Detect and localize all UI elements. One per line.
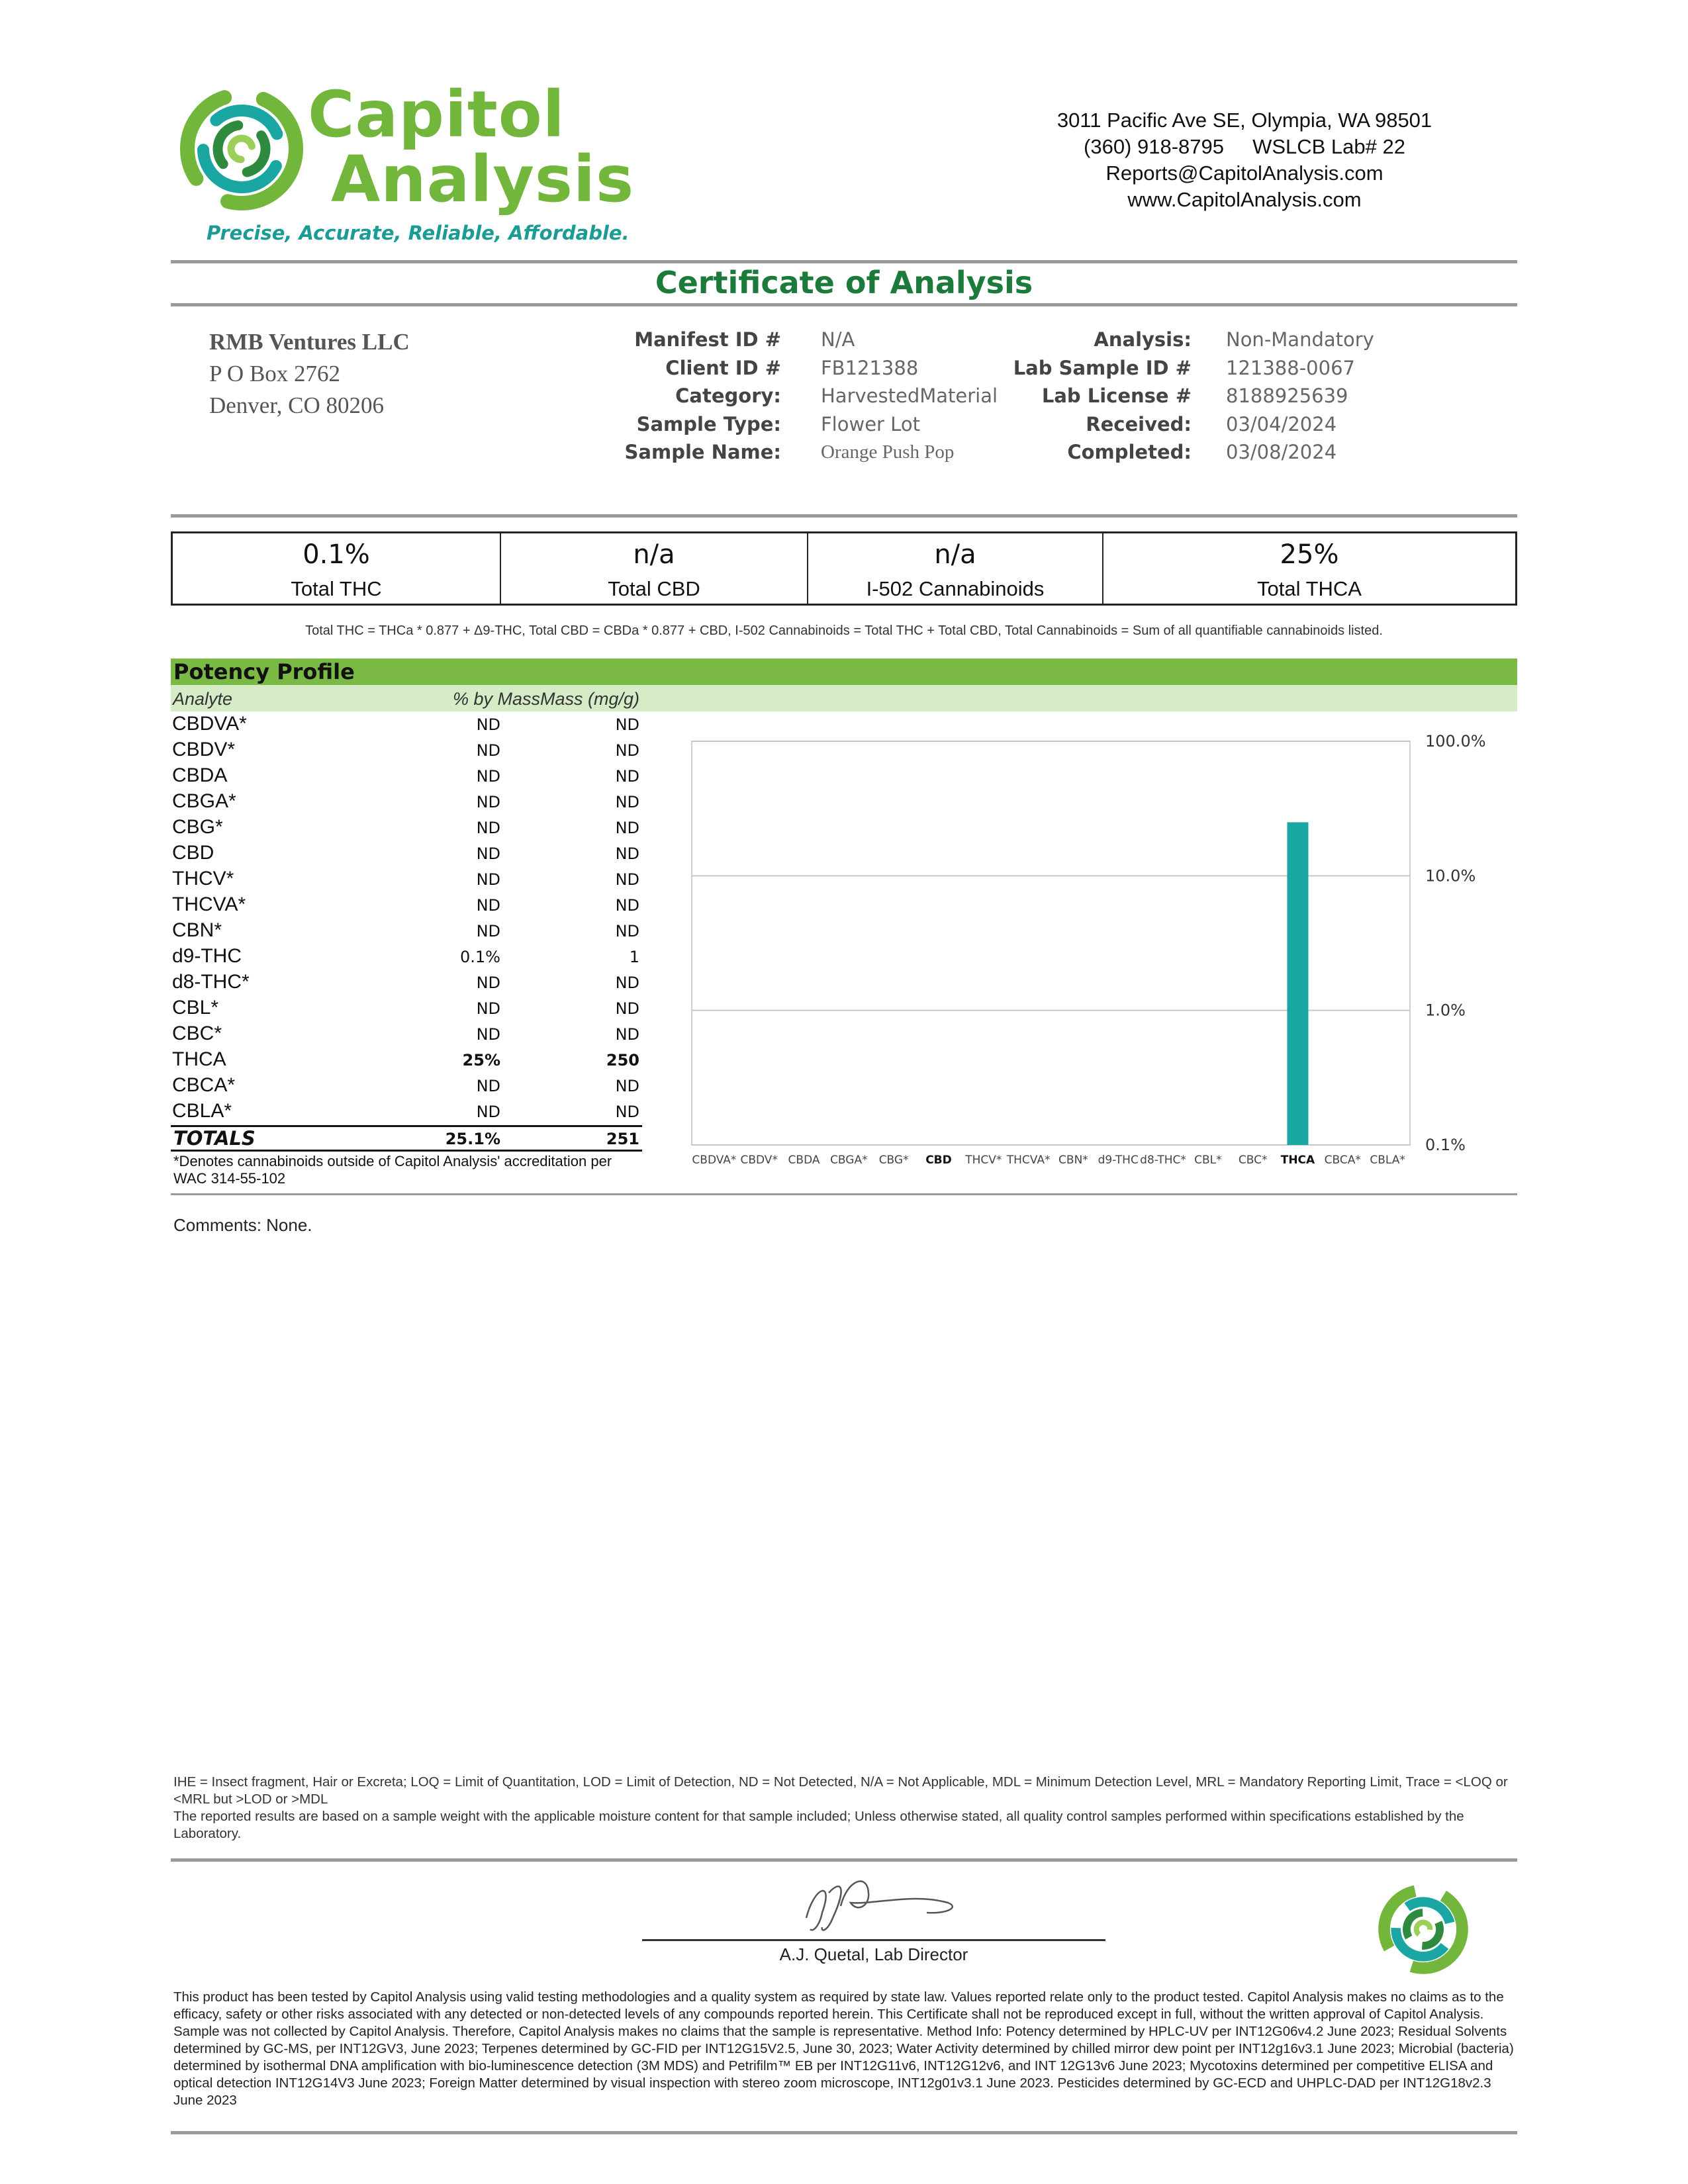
client-id-label: Client ID # xyxy=(665,356,781,379)
percent-by-mass: 25% xyxy=(462,1051,500,1069)
x-tick-label: CBDV* xyxy=(740,1154,778,1167)
summary-value: 25% xyxy=(1280,539,1339,570)
meta-divider xyxy=(171,514,1517,518)
y-tick-label: 10.0% xyxy=(1425,866,1476,886)
client-address-line2: Denver, CO 80206 xyxy=(209,392,384,418)
analyte-name: CBCA* xyxy=(172,1074,236,1096)
x-tick-label: CBG* xyxy=(878,1154,909,1167)
summary-value: 0.1% xyxy=(303,539,370,570)
client-address-line1: P O Box 2762 xyxy=(209,361,341,387)
x-tick-label: CBC* xyxy=(1238,1154,1268,1167)
summary-label: I-502 Cannabinoids xyxy=(866,577,1045,600)
percent-by-mass: ND xyxy=(476,715,500,734)
seal-logo-icon xyxy=(1377,1883,1470,1976)
sample-meta-labels xyxy=(556,326,781,467)
received-value: 03/04/2024 xyxy=(1226,412,1337,435)
analyte-name: CBG* xyxy=(172,816,223,838)
analysis-label: Analysis: xyxy=(1094,328,1192,351)
lab-address: 3011 Pacific Ave SE, Olympia, WA 98501 xyxy=(1056,109,1432,132)
mass-mg-g: ND xyxy=(615,1077,639,1095)
lab-contact-info xyxy=(1013,107,1476,213)
table-row xyxy=(171,970,642,995)
received-label: Received: xyxy=(1086,412,1192,435)
x-tick-label: THCV* xyxy=(965,1154,1002,1167)
x-tick-label: CBD xyxy=(925,1154,952,1167)
mass-mg-g: ND xyxy=(615,819,639,837)
totals-percent: 25.1% xyxy=(445,1130,500,1148)
table-row xyxy=(171,789,642,815)
x-tick-label: CBGA* xyxy=(830,1154,868,1167)
analyte-name: CBL* xyxy=(172,997,219,1019)
percent-by-mass: ND xyxy=(476,999,500,1018)
summary-value: n/a xyxy=(934,539,976,570)
potency-title: Potency Profile xyxy=(173,659,355,684)
x-tick-label: CBLA* xyxy=(1370,1154,1405,1167)
analyte-name: CBLA* xyxy=(172,1100,232,1122)
percent-by-mass: ND xyxy=(476,844,500,863)
analyte-name: CBD xyxy=(172,842,214,864)
logo-swirl-icon xyxy=(179,86,305,212)
formula-note: Total THC = THCa * 0.877 + Δ9-THC, Total CBD = CBDa * 0.877 + CBD, I-502 Cannabinoids = Total THC + Total CBD, Total Cannabinoids = Sum of all quantifiable cannabinoids listed. xyxy=(305,623,1383,638)
table-row xyxy=(171,841,642,866)
sample-name-label: Sample Name: xyxy=(624,441,781,463)
lab-website[interactable]: www.CapitolAnalysis.com xyxy=(1127,188,1362,211)
table-row xyxy=(171,944,642,970)
mass-mg-g: ND xyxy=(615,870,639,889)
y-tick-label: 100.0% xyxy=(1425,732,1486,751)
analyte-name: d8-THC* xyxy=(172,971,250,993)
category-value: HarvestedMaterial xyxy=(821,385,998,407)
mass-mg-g: ND xyxy=(615,896,639,915)
analysis-value: Non-Mandatory xyxy=(1226,328,1374,351)
analyte-name: CBDV* xyxy=(172,739,236,760)
logo-text-capitol: Capitol xyxy=(308,77,565,152)
table-row xyxy=(171,1073,642,1099)
x-tick-label: d9-THC xyxy=(1098,1154,1139,1167)
manifest-id-value: N/A xyxy=(821,328,855,351)
x-tick-label: d8-THC* xyxy=(1140,1154,1186,1167)
analyte-name: d9-THC xyxy=(172,945,242,967)
x-tick-label: CBL* xyxy=(1194,1154,1222,1167)
table-row xyxy=(171,866,642,892)
percent-by-mass: ND xyxy=(476,767,500,786)
percent-by-mass: ND xyxy=(476,1103,500,1121)
percent-by-mass: ND xyxy=(476,793,500,811)
col-analyte: Analyte xyxy=(173,689,233,709)
analyte-name: THCVA* xyxy=(172,893,246,915)
table-row xyxy=(171,763,642,789)
summary-total-cbd xyxy=(501,533,808,604)
abbreviation-text: IHE = Insect fragment, Hair or Excreta; LOQ = Limit of Quantitation, LOD = Limit of Detection, ND = Not Detected, N/A = Not Applicable, MDL = Minimum Detection Level, MRL = Mandatory Reporting Limit, Trace = <LOQ or <MRL but >LOD or >MDL xyxy=(173,1774,1508,1807)
summary-label: Total THC xyxy=(291,577,382,600)
lab-license-label: Lab License # xyxy=(1041,385,1192,407)
mass-mg-g: ND xyxy=(615,741,639,760)
y-tick-label: 1.0% xyxy=(1425,1001,1466,1020)
analyte-name: CBN* xyxy=(172,919,222,941)
summary-label: Total THCA xyxy=(1257,577,1362,600)
summary-value: n/a xyxy=(633,539,675,570)
signatory-name: A.J. Quetal, Lab Director xyxy=(779,1944,968,1964)
lab-email[interactable]: Reports@CapitolAnalysis.com xyxy=(1105,161,1383,185)
summary-i502 xyxy=(808,533,1103,604)
category-label: Category: xyxy=(675,385,781,407)
summary-label: Total CBD xyxy=(608,577,700,600)
percent-by-mass: 0.1% xyxy=(460,948,500,966)
mass-mg-g: ND xyxy=(615,715,639,734)
mass-mg-g: ND xyxy=(615,922,639,940)
potency-bottom-divider xyxy=(171,1193,1517,1195)
table-row xyxy=(171,737,642,763)
signature-line xyxy=(642,1939,1105,1941)
percent-by-mass: ND xyxy=(476,819,500,837)
tagline: Precise, Accurate, Reliable, Affordable. xyxy=(207,222,630,244)
sample-name-value: Orange Push Pop xyxy=(821,441,955,463)
table-row xyxy=(171,815,642,841)
mass-mg-g: 250 xyxy=(606,1051,639,1069)
mass-mg-g: ND xyxy=(615,974,639,992)
mass-mg-g: ND xyxy=(615,999,639,1018)
table-row xyxy=(171,918,642,944)
potency-table xyxy=(171,711,642,1124)
legend-divider xyxy=(171,1858,1517,1862)
manifest-id-label: Manifest ID # xyxy=(634,328,781,351)
totals-mass: 251 xyxy=(606,1130,639,1148)
mass-mg-g: ND xyxy=(615,767,639,786)
x-tick-label: CBCA* xyxy=(1324,1154,1361,1167)
x-tick-label: CBDA xyxy=(788,1154,820,1167)
summary-boxes xyxy=(171,531,1517,606)
sample-type-label: Sample Type: xyxy=(636,412,781,435)
x-tick-label: CBDVA* xyxy=(692,1154,737,1167)
abbreviation-legend xyxy=(173,1774,1517,1843)
mass-mg-g: 1 xyxy=(629,948,639,966)
footer-divider xyxy=(171,2131,1517,2134)
sample-type-value: Flower Lot xyxy=(821,412,920,435)
lab-meta-labels xyxy=(953,326,1192,467)
x-tick-label: CBN* xyxy=(1058,1154,1088,1167)
percent-by-mass: ND xyxy=(476,1025,500,1044)
analyte-name: CBC* xyxy=(172,1023,222,1044)
completed-label: Completed: xyxy=(1067,441,1192,463)
col-percent: % by Mass xyxy=(452,689,540,709)
table-row xyxy=(171,1099,642,1124)
x-tick-label: THCVA* xyxy=(1006,1154,1051,1167)
lab-license-value: 8188925639 xyxy=(1226,385,1348,407)
analyte-name: THCV* xyxy=(172,868,234,889)
mass-mg-g: ND xyxy=(615,1025,639,1044)
bar xyxy=(1287,822,1308,1145)
percent-by-mass: ND xyxy=(476,870,500,889)
completed-value: 03/08/2024 xyxy=(1226,441,1337,463)
header-divider xyxy=(171,260,1517,263)
table-row xyxy=(171,1047,642,1073)
percent-by-mass: ND xyxy=(476,896,500,915)
percent-by-mass: ND xyxy=(476,974,500,992)
analyte-name: CBDVA* xyxy=(172,713,247,735)
col-mass: Mass (mg/g) xyxy=(539,689,639,709)
accreditation-footnote: *Denotes cannabinoids outside of Capitol Analysis' accreditation per WAC 314-55-102 xyxy=(173,1153,612,1187)
potency-chart xyxy=(662,715,1517,1178)
lab-meta-values xyxy=(1226,326,1374,467)
summary-total-thca xyxy=(1103,533,1515,604)
summary-total-thc xyxy=(173,533,501,604)
company-logo xyxy=(179,77,635,255)
percent-by-mass: ND xyxy=(476,741,500,760)
disclaimer: This product has been tested by Capitol Analysis using valid testing methodologies and a quality system as required by state law. Values reported relate only to the product tested. Capitol Analysis makes no claims as to the efficacy, safety or other risks associated with any detected or non-detected levels of any compounds reported herein. This Certificate shall not be reproduced except in full, without the written approval of Capitol Analysis. Sample was not collected by Capitol Analysis. Therefore, Capitol Analysis makes no claims that the sample is representative. Method Info: Potency determined by HPLC-UV per INT12G06v4.2 June 2023; Residual Solvents determined by GC-MS, per INT12GV3, June 2023; Terpenes determined by GC-FID per INT12G15V2.5, June 30, 2023; Water Activity determined by chilled mirror dew point per INT12g16v3.1 June 2023; Microbial (bacteria) determined by isothermal DNA amplification with bio-luminescence detection (3M MDS) and Petrifilm™ EB per INT12G11v6, INT12G12v6, and INT 12G13v6 June 2023; Mycotoxins determined per competitive ELISA and optical detection INT12G14V3 June 2023; Foreign Matter determined by visual inspection with stereo zoom microscope, INT12g01v3.1 June 2023. Pesticides determined by GC-ECD and UHPLC-DAD per INT12G18v2.3 June 2023 xyxy=(173,1989,1514,2108)
qc-statement: The reported results are based on a sample weight with the applicable moisture content for that sample included; Unless otherwise stated, all quality control samples performed within specifications established by the Laboratory. xyxy=(173,1809,1464,1841)
client-name: RMB Ventures LLC xyxy=(209,329,410,355)
logo-text-analysis: Analysis xyxy=(331,142,635,216)
potency-column-header xyxy=(171,685,1517,711)
table-row xyxy=(171,995,642,1021)
x-tick-label: THCA xyxy=(1280,1154,1315,1167)
title-divider xyxy=(171,303,1517,306)
lab-sample-id-value: 121388-0067 xyxy=(1226,356,1355,379)
table-row xyxy=(171,711,642,737)
percent-by-mass: ND xyxy=(476,1077,500,1095)
totals-row xyxy=(171,1125,642,1152)
table-row xyxy=(171,1021,642,1047)
client-id-value: FB121388 xyxy=(821,356,919,379)
analyte-name: CBGA* xyxy=(172,790,236,812)
potency-header xyxy=(171,659,1517,685)
client-block xyxy=(209,326,410,422)
signature-icon xyxy=(794,1866,966,1939)
analyte-name: THCA xyxy=(172,1048,226,1070)
mass-mg-g: ND xyxy=(615,793,639,811)
lab-sample-id-label: Lab Sample ID # xyxy=(1013,356,1192,379)
mass-mg-g: ND xyxy=(615,844,639,863)
comments: Comments: None. xyxy=(173,1215,312,1235)
table-row xyxy=(171,892,642,918)
page-title: Certificate of Analysis xyxy=(655,265,1033,300)
y-tick-label: 0.1% xyxy=(1425,1136,1466,1154)
percent-by-mass: ND xyxy=(476,922,500,940)
lab-phone: (360) 918-8795 WSLCB Lab# 22 xyxy=(1084,135,1405,158)
mass-mg-g: ND xyxy=(615,1103,639,1121)
totals-label: TOTALS xyxy=(173,1127,256,1150)
analyte-name: CBDA xyxy=(172,764,228,786)
